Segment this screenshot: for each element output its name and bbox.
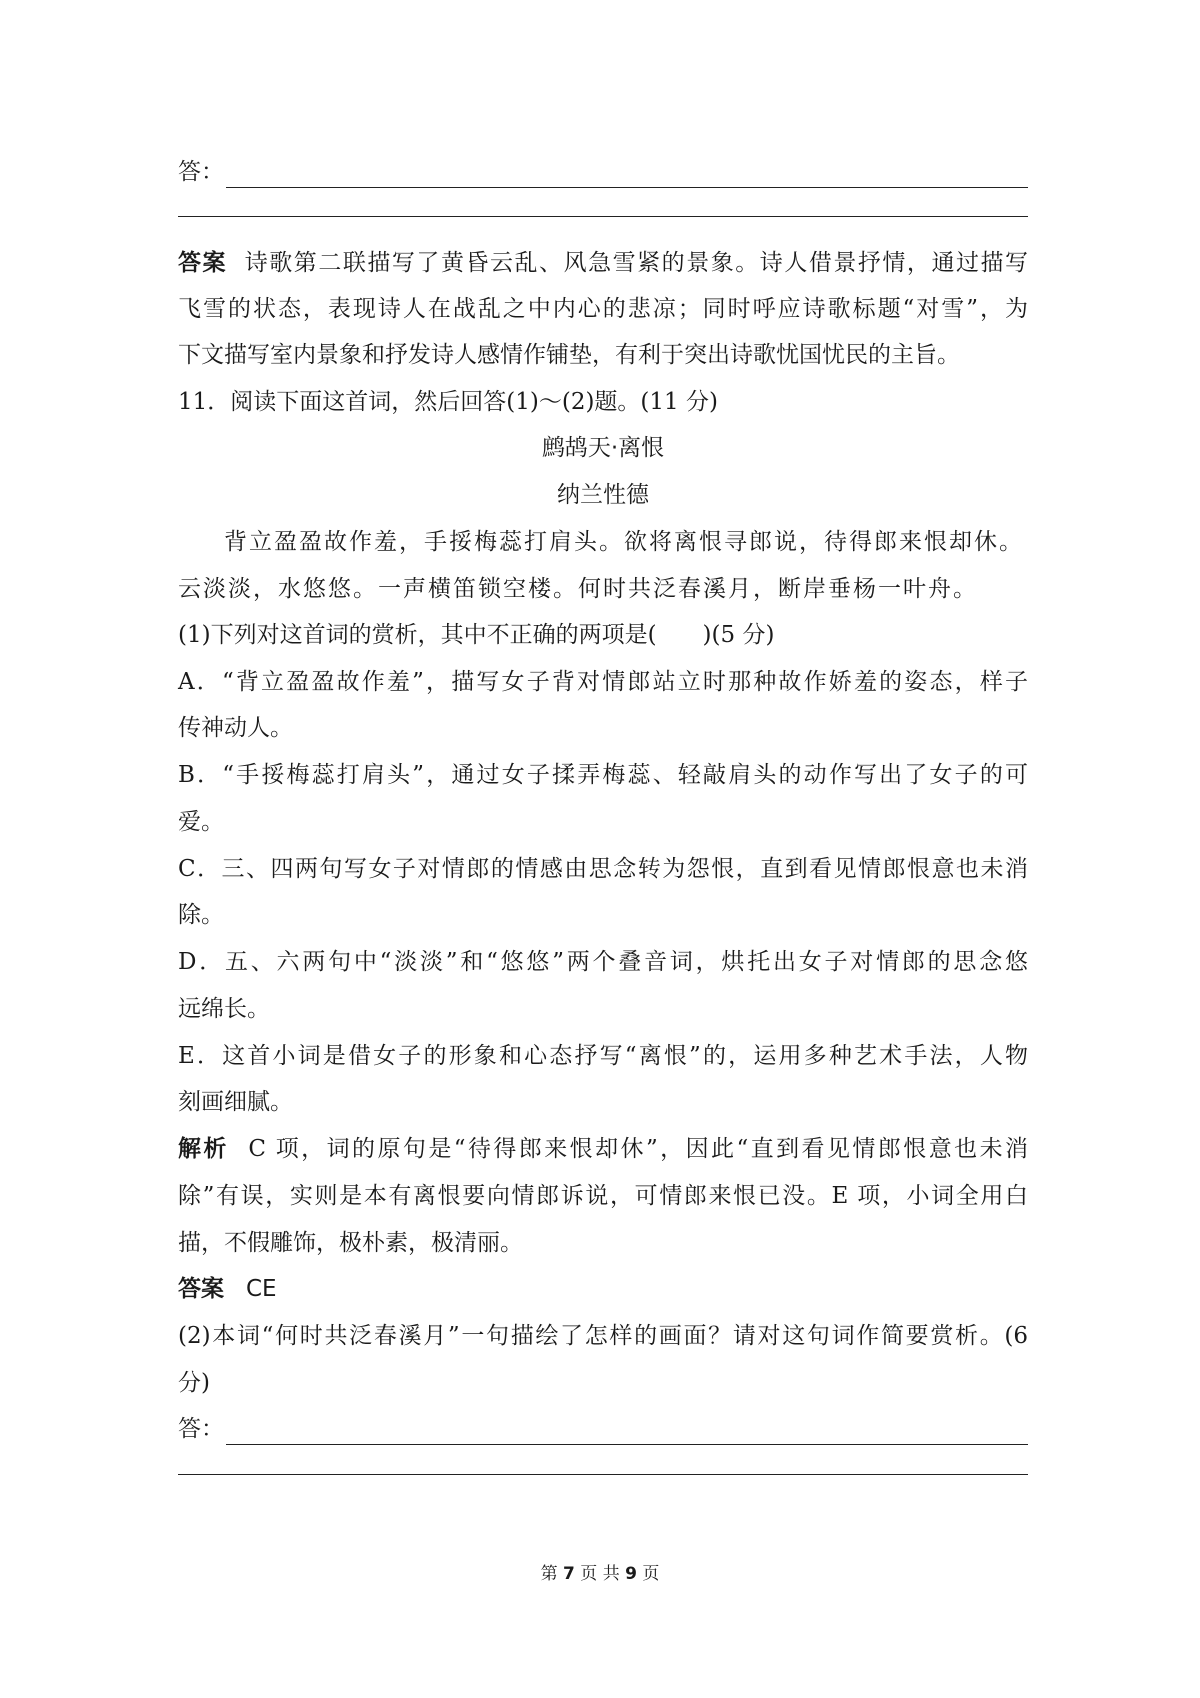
page-footer: 第 7 页 共 9 页 — [540, 1564, 660, 1584]
option-a-line-2: 传神动人。 — [178, 715, 293, 741]
poem-line-2: 云淡淡，水悠悠。一声横笛锁空楼。何时共泛春溪月，断岸垂杨一叶舟。 — [178, 576, 978, 602]
sub1-answer — [178, 1273, 1028, 1305]
answer-label: 答案 — [178, 1276, 224, 1302]
analysis-line-3: 描，不假雕饰，极朴素，极清丽。 — [178, 1230, 523, 1256]
poem-line-1: 背立盈盈故作羞，手挼梅蕊打肩头。欲将离恨寻郎说，待得郎来恨却休。 — [224, 529, 1024, 555]
poem-author: 纳兰性德 — [557, 482, 649, 508]
option-b-line-1: B．“手挼梅蕊打肩头”，通过女子揉弄梅蕊、轻敲肩头的动作写出了女子的可 — [178, 762, 1028, 788]
q10-answer-line-2: 飞雪的状态，表现诗人在战乱之中内心的悲凉；同时呼应诗歌标题“对雪”，为 — [178, 296, 1028, 322]
sub1-question: (1)下列对这首词的赏析，其中不正确的两项是( )(5 分) — [178, 622, 775, 648]
sub2-question-line-1: (2)本词“何时共泛春溪月”一句描绘了怎样的画面？请对这句词作简要赏析。(6 — [178, 1323, 1028, 1349]
answer-prompt: 答： — [178, 159, 224, 185]
answer-value: CE — [245, 1276, 277, 1302]
answer-prompt: 答： — [178, 1416, 224, 1442]
option-b-line-2: 爱。 — [178, 809, 224, 835]
answer-underline-full — [178, 216, 1028, 217]
option-c-line-2: 除。 — [178, 902, 224, 928]
option-e-line-2: 刻画细腻。 — [178, 1089, 293, 1115]
answer-underline — [226, 165, 1028, 188]
poem-title: 鹧鸪天·离恨 — [541, 435, 665, 461]
answer-blank-row — [178, 156, 1028, 188]
answer-label: 答案 — [178, 250, 228, 276]
page-current: 7 — [563, 1564, 575, 1584]
analysis-label: 解析 — [178, 1136, 229, 1162]
answer-underline-full — [178, 1474, 1028, 1475]
analysis-line-1: 解析 C 项，词的原句是“待得郎来恨却休”，因此“直到看见情郎恨意也未消 — [178, 1136, 1029, 1162]
sub2-question-line-2: 分) — [178, 1370, 210, 1396]
option-a-line-1: A．“背立盈盈故作羞”，描写女子背对情郎站立时那种故作娇羞的姿态，样子 — [178, 669, 1028, 695]
option-d-line-1: D．五、六两句中“淡淡”和“悠悠”两个叠音词，烘托出女子对情郎的思念悠 — [178, 949, 1028, 975]
option-c-line-1: C．三、四两句写女子对情郎的情感由思念转为怨恨，直到看见情郎恨意也未消 — [178, 856, 1028, 882]
answer-blank-row — [178, 1413, 1028, 1445]
q10-answer-line-1: 答案 诗歌第二联描写了黄昏云乱、风急雪紧的景象。诗人借景抒情，通过描写 — [178, 250, 1029, 276]
q10-answer-line-3: 下文描写室内景象和抒发诗人感情作铺垫，有利于突出诗歌忧国忧民的主旨。 — [178, 342, 960, 368]
q11-stem: 11．阅读下面这首词，然后回答(1)～(2)题。(11 分) — [178, 389, 718, 415]
page-total: 9 — [625, 1564, 637, 1584]
analysis-line-2: 除”有误，实则是本有离恨要向情郎诉说，可情郎来恨已没。E 项，小词全用白 — [178, 1183, 1028, 1209]
option-e-line-1: E．这首小词是借女子的形象和心态抒写“离恨”的，运用多种艺术手法，人物 — [178, 1043, 1028, 1069]
answer-underline — [226, 1422, 1028, 1445]
option-d-line-2: 远绵长。 — [178, 996, 270, 1022]
